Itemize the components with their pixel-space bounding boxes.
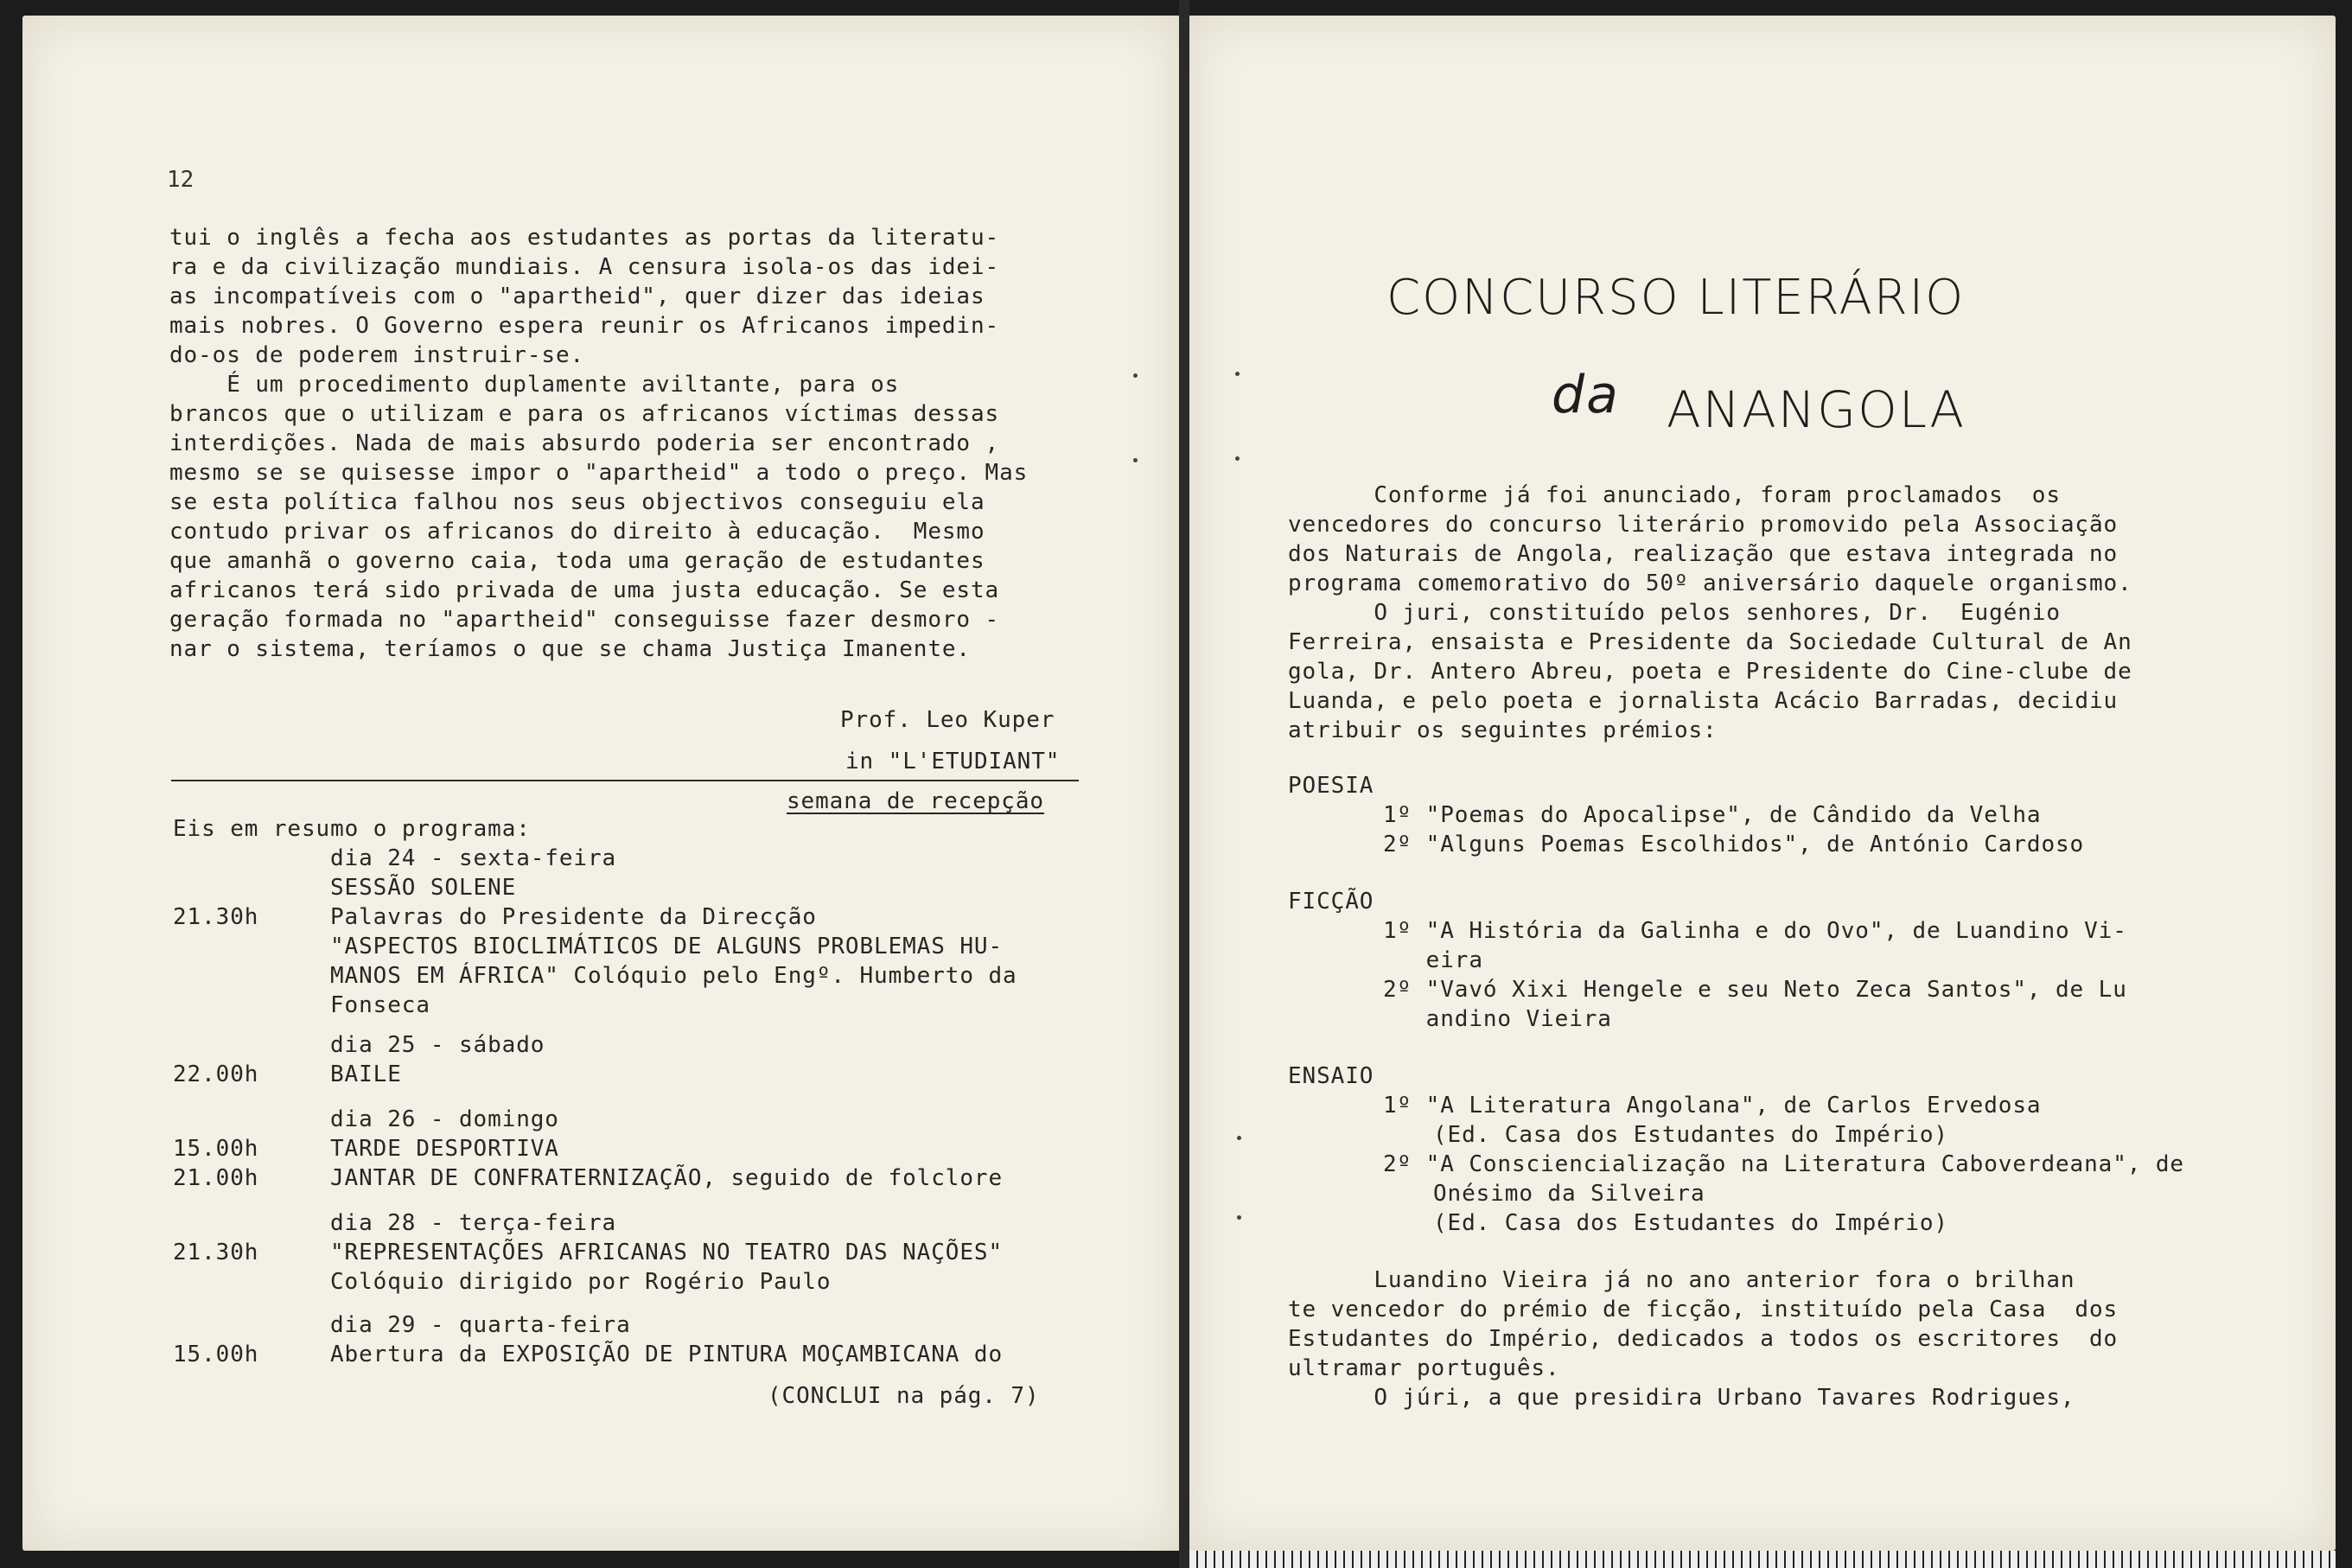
program-time: 21.30h — [173, 1240, 259, 1265]
body-line: programa comemorativo do 50º aniversário daquele organismo. — [1288, 570, 2132, 596]
program-line: dia 24 - sexta-feira — [330, 845, 617, 871]
article-line: do-os de poderem instruir-se. — [169, 342, 585, 368]
program-line: Palavras do Presidente da Direcção — [330, 904, 817, 930]
closing-line: Luandino Vieira já no ano anterior fora o brilhan — [1288, 1267, 2075, 1293]
body-line: Ferreira, ensaista e Presidente da Sociedade Cultural de An — [1288, 629, 2132, 655]
body-line: vencedores do concurso literário promovido pela Associação — [1288, 512, 2119, 538]
body-line: dos Naturais de Angola, realização que estava integrada no — [1288, 541, 2119, 567]
article-line: africanos terá sido privada de uma justa educação. Se esta — [169, 577, 1000, 603]
article-line: se esta política falhou nos seus objectivos conseguiu ela — [169, 489, 985, 515]
article-line: interdições. Nada de mais absurdo poderia ser encontrado , — [169, 430, 1000, 456]
article-line: tui o inglês a fecha aos estudantes as portas da literatu- — [169, 225, 1000, 251]
article-line: contudo privar os africanos do direito à educação. Mesmo — [169, 519, 985, 545]
program-time: 21.00h — [173, 1165, 259, 1191]
prize-entry: 2º "A Consciencialização na Literatura Caboverdeana", de — [1383, 1151, 2184, 1177]
body-line: Luanda, e pelo poeta e jornalista Acácio Barradas, decidiu — [1288, 688, 2119, 714]
signature-author: Prof. Leo Kuper — [840, 707, 1055, 733]
section-title: semana de recepção — [787, 788, 1044, 814]
program-line: dia 26 - domingo — [330, 1106, 559, 1132]
closing-line: te vencedor do prémio de ficção, instituído pela Casa dos — [1288, 1297, 2119, 1323]
program-line: Abertura da EXPOSIÇÃO DE PINTURA MOÇAMBICANA do — [330, 1342, 1004, 1367]
category-heading: POESIA — [1288, 773, 1374, 799]
prize-entry: 2º "Vavó Xixi Hengele e seu Neto Zeca Santos", de Lu — [1383, 977, 2127, 1003]
margin-mark — [1133, 373, 1138, 378]
prize-entry: (Ed. Casa dos Estudantes do Império) — [1433, 1210, 1948, 1236]
program-line: MANOS EM ÁFRICA" Colóquio pelo Engº. Humberto da — [330, 963, 1017, 989]
continued-note: (CONCLUI na pág. 7) — [768, 1383, 1040, 1409]
program-line: dia 28 - terça-feira — [330, 1210, 617, 1236]
program-line: JANTAR DE CONFRATERNIZAÇÃO, seguido de folclore — [330, 1165, 1004, 1191]
prize-entry: 1º "A Literatura Angolana", de Carlos Ervedosa — [1383, 1093, 2042, 1119]
headline-da: da — [1552, 365, 1620, 425]
program-line: Colóquio dirigido por Rogério Paulo — [330, 1269, 832, 1295]
article-line: que amanhã o governo caia, toda uma geração de estudantes — [169, 548, 985, 574]
prize-entry: (Ed. Casa dos Estudantes do Império) — [1433, 1122, 1948, 1148]
body-line: gola, Dr. Antero Abreu, poeta e Presidente do Cine-clube de — [1288, 659, 2132, 685]
article-line: É um procedimento duplamente aviltante, para os — [169, 372, 900, 398]
closing-line: ultramar português. — [1288, 1355, 1560, 1381]
category-heading: ENSAIO — [1288, 1063, 1374, 1089]
article-line: mais nobres. O Governo espera reunir os Africanos impedin- — [169, 313, 1000, 339]
program-line: Fonseca — [330, 992, 430, 1018]
signature-source: in "L'ETUDIANT" — [845, 749, 1061, 774]
headline-anangola: ANANGOLA — [1667, 380, 1966, 439]
prize-entry: Onésimo da Silveira — [1433, 1181, 1705, 1207]
program-line: SESSÃO SOLENE — [330, 875, 517, 901]
prize-entry: 1º "Poemas do Apocalipse", de Cândido da Velha — [1383, 802, 2042, 828]
article-line: geração formada no "apartheid" conseguisse fazer desmoro - — [169, 607, 1000, 633]
program-time: 22.00h — [173, 1061, 259, 1087]
program-line: "ASPECTOS BIOCLIMÁTICOS DE ALGUNS PROBLEMAS HU- — [330, 934, 1004, 959]
headline-title: CONCURSO LITERÁRIO — [1386, 270, 1966, 326]
prize-entry: 1º "A História da Galinha e do Ovo", de Luandino Vi- — [1383, 918, 2127, 944]
prize-entry: eira — [1383, 947, 1483, 973]
article-line: nar o sistema, teríamos o que se chama Justiça Imanente. — [169, 636, 971, 662]
margin-mark — [1237, 1215, 1241, 1220]
section-rule — [171, 780, 1079, 781]
body-line: atribuir os seguintes prémios: — [1288, 717, 1718, 743]
category-heading: FICÇÃO — [1288, 889, 1374, 915]
program-intro: Eis em resumo o programa: — [173, 816, 531, 842]
body-line: Conforme já foi anunciado, foram proclamados os — [1288, 482, 2061, 508]
prize-entry: 2º "Alguns Poemas Escolhidos", de António Cardoso — [1383, 832, 2085, 857]
prize-entry: andino Vieira — [1383, 1006, 1612, 1032]
program-line: dia 25 - sábado — [330, 1032, 545, 1058]
program-line: dia 29 - quarta-feira — [330, 1312, 631, 1338]
margin-mark — [1133, 458, 1138, 462]
program-line: BAILE — [330, 1061, 402, 1087]
program-time: 15.00h — [173, 1342, 259, 1367]
article-line: ra e da civilização mundiais. A censura isola-os das idei- — [169, 254, 1000, 280]
margin-mark — [1235, 456, 1240, 461]
article-line: as incompatíveis com o "apartheid", quer dizer das ideias — [169, 284, 985, 309]
article-line: brancos que o utilizam e para os africanos víctimas dessas — [169, 401, 1000, 427]
program-line: "REPRESENTAÇÕES AFRICANAS NO TEATRO DAS NAÇÕES" — [330, 1240, 1004, 1265]
margin-mark — [1237, 1136, 1241, 1140]
margin-mark — [1235, 372, 1240, 376]
book-gutter — [1179, 0, 1189, 1568]
article-line: mesmo se se quisesse impor o "apartheid" a todo o preço. Mas — [169, 460, 1029, 486]
program-time: 15.00h — [173, 1136, 259, 1162]
scale-ruler — [1189, 1551, 2336, 1568]
page-number: 12 — [167, 167, 194, 193]
closing-line: Estudantes do Império, dedicados a todos os escritores do — [1288, 1326, 2119, 1352]
closing-line: O júri, a que presidira Urbano Tavares Rodrigues, — [1288, 1385, 2075, 1411]
body-line: O juri, constituído pelos senhores, Dr. Eugénio — [1288, 600, 2061, 626]
program-line: TARDE DESPORTIVA — [330, 1136, 559, 1162]
program-time: 21.30h — [173, 904, 259, 930]
